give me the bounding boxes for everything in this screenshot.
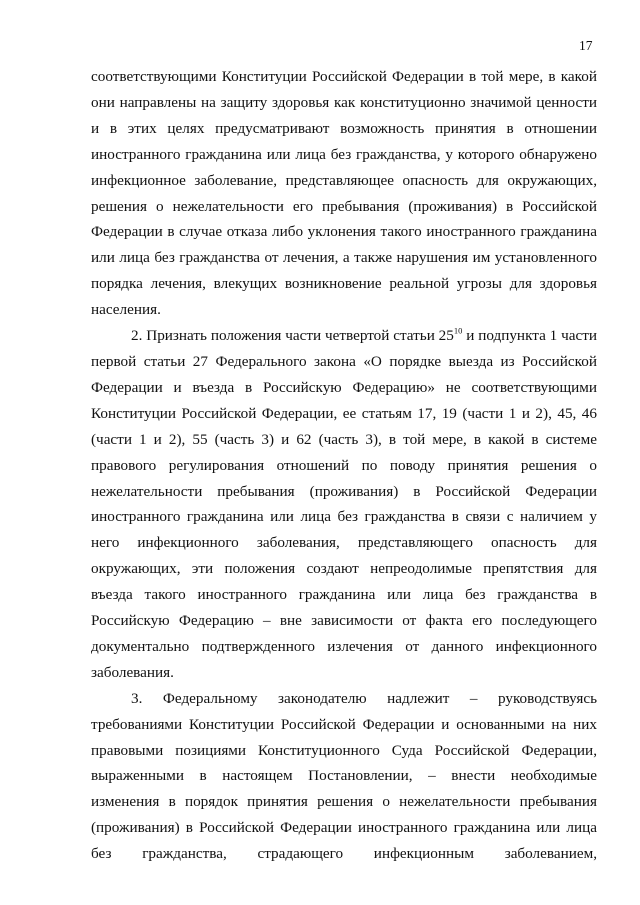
article-superscript: 10 — [453, 325, 463, 336]
paragraph-continuation: соответствующими Конституции Российской Федерации в той мере, в какой они направлены на защиту здоровья как конституционно значимой ценности и в этих целях предусматривают возможность принятия в отношении иностранного гражданина или лица без гражданства, у которого обнаружено инфекционное заболевание, представляющее опасность для окружающих, решения о нежелательности его пребывания (проживания) в Российской Федерации в случае отказа либо уклонения такого иностранного гражданина или лица без гражданства от лечения, а также нарушения им установленного порядка лечения, влекущих возникновение реальной угрозы для здоровья населения. — [91, 68, 597, 319]
paragraph-item-3: 3. Федеральному законодателю надлежит – руководствуясь требованиями Конституции Российской Федерации и основанными на них правовыми позициями Конституционного Суда Российской Федерации, выраженными в настоящем Постановлении, – внести необходимые изменения в порядок принятия решения о нежелательности пребывания (проживания) в Российской Федерации иностранного гражданина или лица без гражданства, страдающего инфекционным заболеванием, — [91, 689, 597, 863]
page-number: 17 — [579, 38, 593, 53]
paragraph-item-2 — [91, 323, 597, 686]
paragraph-item-2-text-before: 2. Признать положения части четвертой статьи 25 — [131, 327, 454, 345]
paragraph-item-2-text-after: и подпункта 1 части первой статьи 27 Федерального закона «О порядке выезда из Российской Федерации и въезда в Российскую Федерацию» не соответствующими Конституции Российской Федерации, ее статьям 17, 19 (части 1 и 2), 45, 46 (части 1 и 2), 55 (часть 3) и 62 (часть 3), в той мере, в какой в системе правового регулирования отношений по поводу принятия решения о нежелательности пребывания (проживания) в Российской Федерации иностранного гражданина или лица без гражданства в связи с наличием у него инфекционного заболевания, представляющего опасность для окружающих, эти положения создают непреодолимые препятствия для въезда такого иностранного гражданина или лица без гражданства в Российскую Федерацию – вне зависимости от факта его последующего документально подтвержденного излечения от данного инфекционного заболевания. — [91, 327, 597, 681]
document-body — [91, 64, 597, 867]
